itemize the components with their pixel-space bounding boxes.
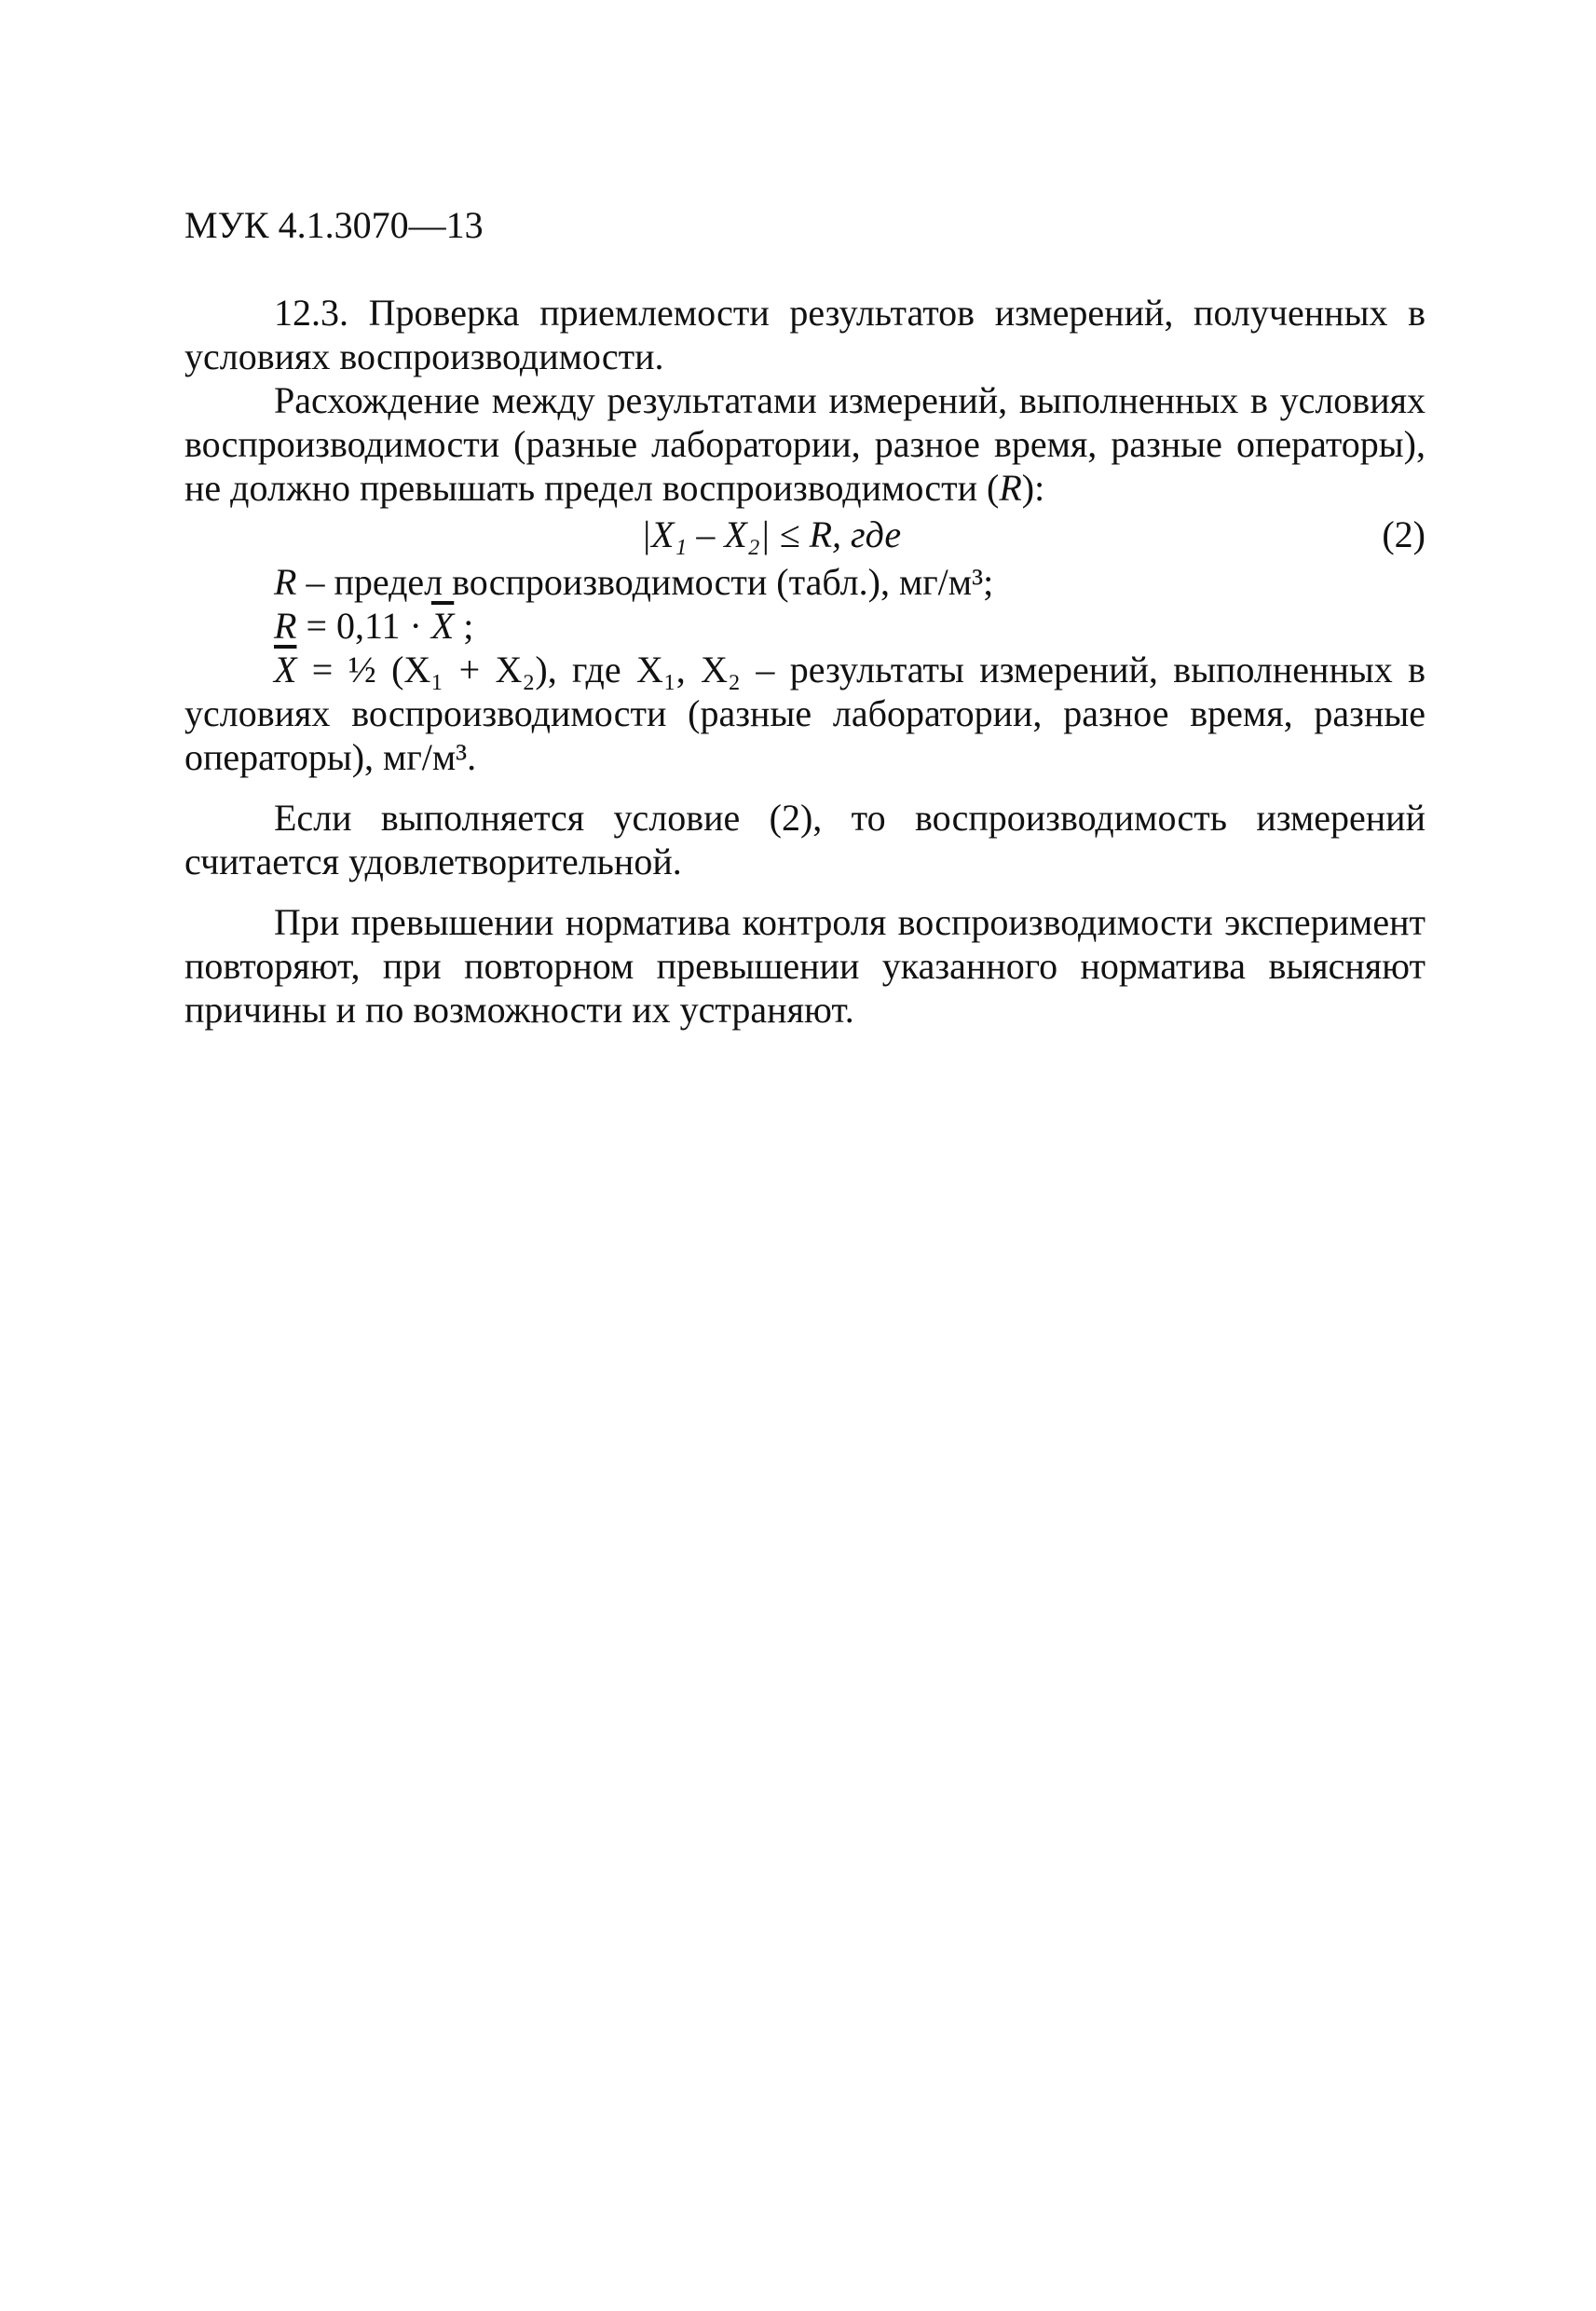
definition-r-formula-text: = 0,11 · [296,605,431,647]
variable-r: R [999,467,1022,509]
section-heading: 12.3. Проверка приемлемости результатов измерений, полученных в условиях воспроизводимости. [184,292,1425,377]
paragraph-divergence-end: ): [1021,467,1045,509]
document-code: МУК 4.1.3070—13 [184,204,484,246]
definition-r-var: R [274,561,297,603]
definition-x-mean [184,648,1425,779]
definition-x-mean-text: = ½ (X₁ + X₂), где X₁, X₂ – результаты измерений, выполненных в условиях воспроизводимости (разные лаборатории, разное время, разные операторы), мг/м³. [184,649,1425,778]
paragraph-divergence-text: Расхождение между результатами измерений, выполненных в условиях воспроизводимости (разные лаборатории, разное время, разные операторы), не должно превышать предел воспроизводимости ( [184,379,1425,509]
definition-r [184,560,1425,604]
paragraph-condition: Если выполняется условие (2), то воспроизводимость измерений считается удовлетворительной. [184,797,1425,882]
definition-r-text: – предел воспроизводимости (табл.), мг/м³; [296,561,994,603]
definition-r-formula-var: R [274,605,297,647]
formula-row [184,510,1425,560]
definition-r-formula [184,604,1425,648]
document-body [184,291,1425,1032]
definition-r-formula-end: ; [454,605,474,647]
definition-x-mean-var: $\overline{X}$ [274,649,297,691]
mean-x-symbol: $\overline{X}$ [430,605,455,647]
paragraph-divergence [184,378,1425,510]
formula-expression: |X₁ – X₂| ≤ R, где [641,513,902,555]
paragraph-exceeding: При превышении норматива контроля воспроизводимости эксперимент повторяют, при повторном превышении указанного норматива выясняют причины и по возможности их устраняют. [184,901,1425,1031]
formula-number: (2) [1382,513,1425,555]
